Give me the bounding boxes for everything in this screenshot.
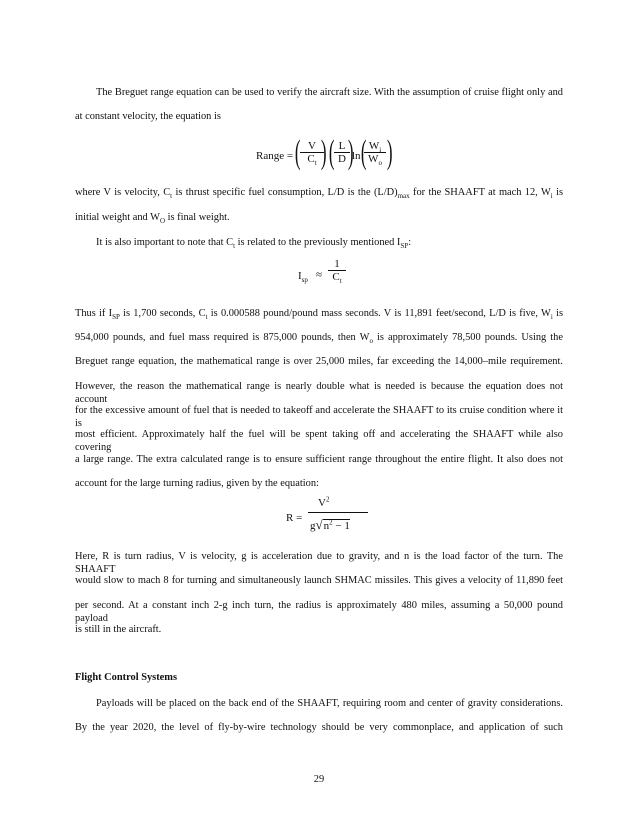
eq1-wi-over-wo xyxy=(364,140,386,168)
paragraph-2-line-2: initial weight and $W_O$ is final weight. xyxy=(75,212,230,226)
paragraph-5-line-4: is still in the aircraft. xyxy=(75,624,162,635)
eq3-fraction-bar xyxy=(308,512,368,513)
eq1-d: D xyxy=(334,152,350,165)
eq1-wo: $W_o$ xyxy=(364,152,386,165)
eq3-denominator: $g√n^2 - 1$ xyxy=(310,517,350,532)
section-heading: Flight Control Systems xyxy=(75,672,177,683)
eq2-den: $C_t$ xyxy=(328,270,346,283)
eq1-paren: ) xyxy=(320,134,327,171)
paragraph-5-line-2: would slow to mach 8 for turning and simultaneously launch SHMAC missiles. This gives a velocity of 11,890 feet xyxy=(75,575,563,586)
eq1-paren: ( xyxy=(360,134,367,171)
paragraph-5-line-3: per second. At a constant inch 2-g inch turn, the radius is approximately 480 miles, assuming a 50,000 pound payload xyxy=(75,600,563,624)
eq1-paren: ) xyxy=(347,134,354,171)
eq2-fraction xyxy=(328,258,346,286)
eq1-paren: ( xyxy=(294,134,301,171)
paragraph-4-line-2: 954,000 pounds, and fuel mass required is 875,000 pounds, then $W_o$ is approximately 78,500 pounds. Using the xyxy=(75,332,563,346)
paragraph-5-line-1: Here, R is turn radius, V is velocity, g is acceleration due to gravity, and n is the load factor of the turn. The SHAAFT xyxy=(75,551,563,575)
eq2-lhs: $I_{sp}$ xyxy=(298,270,308,285)
paragraph-6-line-1: Payloads will be placed on the back end of the SHAAFT, requiring room and center of gravity considerations. xyxy=(96,698,563,709)
paragraph-3: It is also important to note that $C_t$ is related to the previously mentioned $I_{SP}$: xyxy=(96,237,412,251)
page-number: 29 xyxy=(313,774,325,785)
eq1-paren: ) xyxy=(386,134,393,171)
eq3-lhs: R = xyxy=(286,512,303,524)
paragraph-2-line-1: where V is velocity, $C_t$ is thrust specific fuel consumption, L/D is the $(L/D)_{max}$ for the SHAAFT at mach 12, $W_i$ is xyxy=(75,187,563,201)
eq1-wi: $W_i$ xyxy=(368,140,382,155)
paragraph-4-line-5: for the excessive amount of fuel that is needed to takeoff and accelerate the SHAAFT to its cruise condition where it is xyxy=(75,405,563,429)
paragraph-4-line-8: account for the large turning radius, given by the equation: xyxy=(75,478,319,489)
eq2-num: 1 xyxy=(334,258,340,270)
paragraph-1-line-1: The Breguet range equation can be used to verify the aircraft size. With the assumption of cruise flight only and xyxy=(96,87,563,98)
paragraph-4-line-3: Breguet range equation, the mathematical range is over 25,000 miles, far exceeding the 14,000–mile requirement. xyxy=(75,356,563,367)
paragraph-4-line-4: However, the reason the mathematical range is nearly double what is needed is because the equation does not account xyxy=(75,381,563,405)
eq1-paren: ( xyxy=(328,134,335,171)
eq1-v: V xyxy=(308,140,316,152)
paragraph-6-line-2: By the year 2020, the level of fly-by-wire technology should be very commonplace, and application of such xyxy=(75,722,563,733)
eq1-ct: $C_t$ xyxy=(300,152,324,165)
eq3-numerator: $V^2$ xyxy=(318,495,330,509)
paragraph-1-line-2: at constant velocity, the equation is xyxy=(75,111,221,122)
paragraph-4-line-6: most efficient. Approximately half the fuel will be spent taking off and accelerating the SHAAFT while also covering xyxy=(75,429,563,453)
eq1-lhs: Range = xyxy=(256,150,294,162)
eq1-l: L xyxy=(338,140,346,152)
eq1-ln: ln xyxy=(352,150,361,162)
eq2-approx: ≈ xyxy=(316,269,323,281)
paragraph-4-line-1: Thus if $I_{SP}$ is 1,700 seconds, $C_t$ is 0.000588 pound/pound mass seconds. V is 11,891 feet/second, L/D is five, $W_i$ is xyxy=(75,308,563,322)
paragraph-4-line-7: a large range. The extra calculated range is to ensure sufficient range throughout the entire flight. It also does not xyxy=(75,454,563,465)
